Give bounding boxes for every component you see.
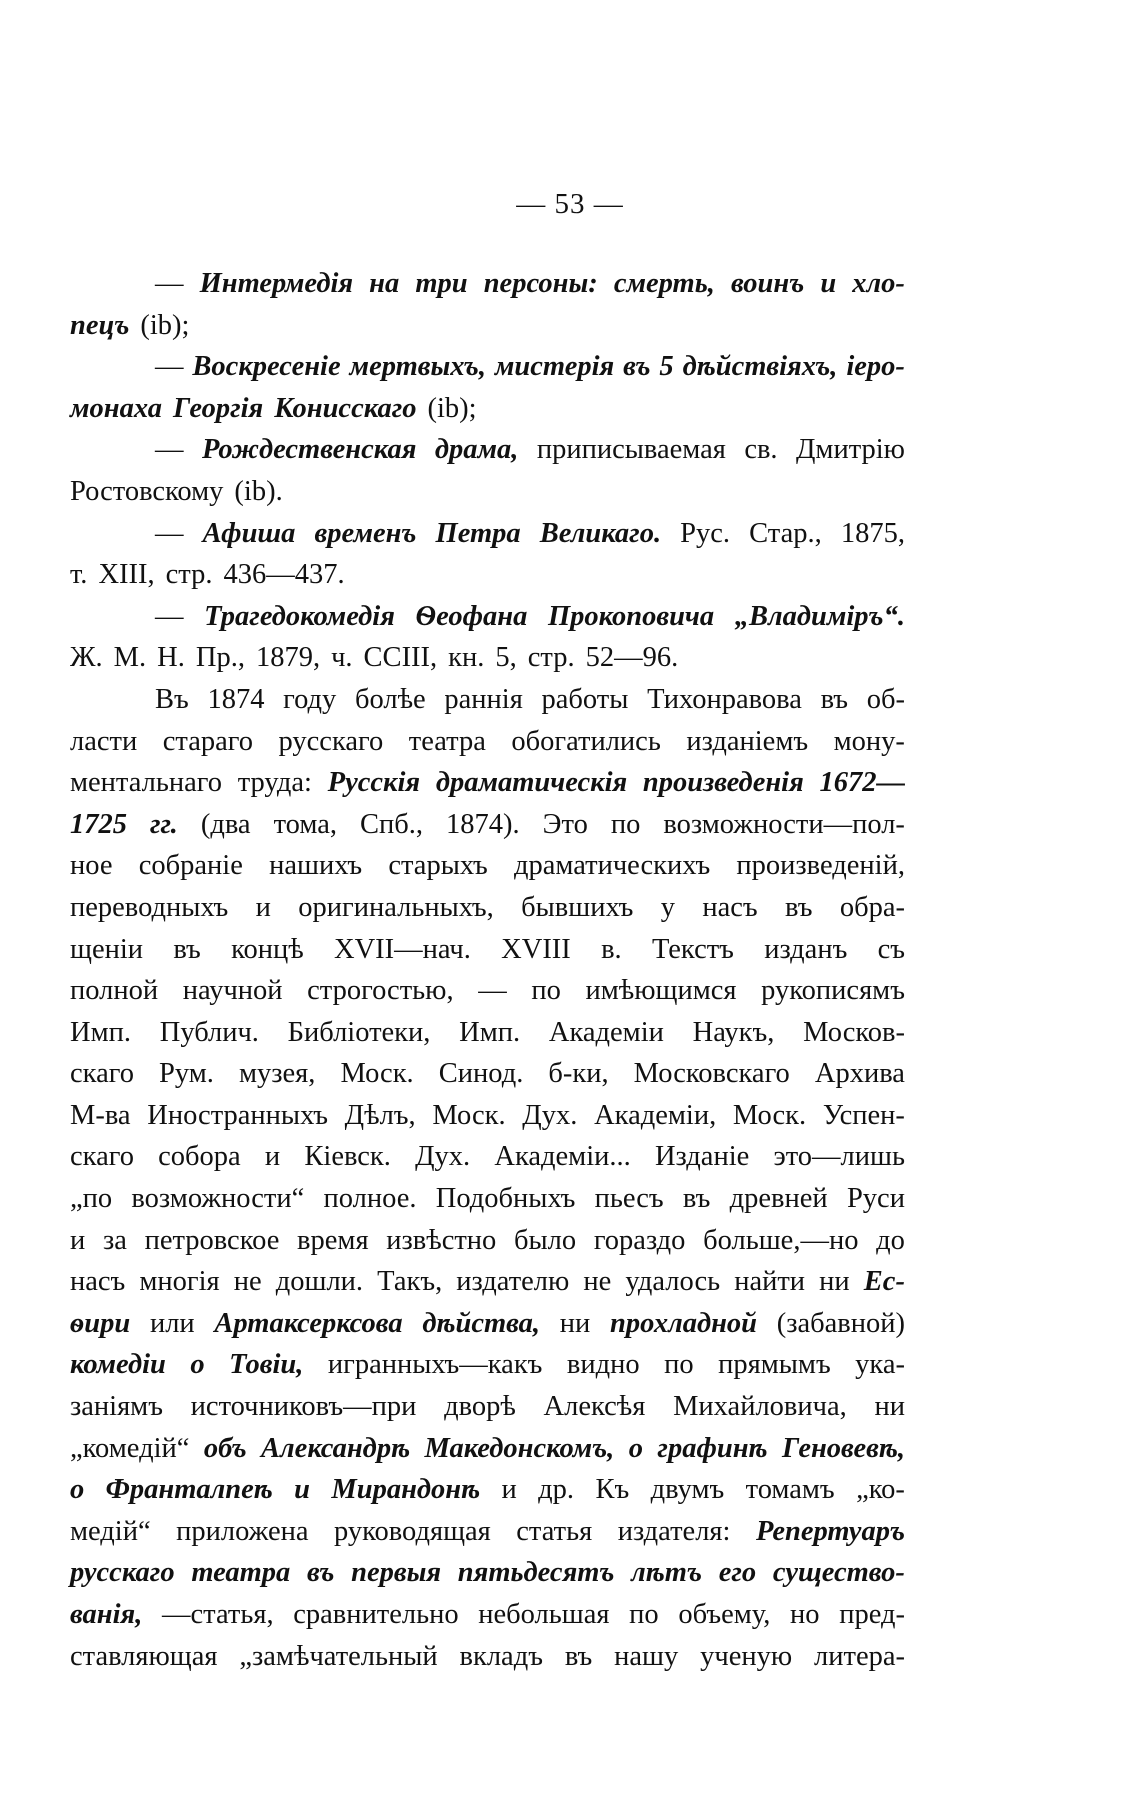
word: М-ва xyxy=(70,1099,131,1131)
italic-word: лѣтъ xyxy=(631,1557,702,1589)
text-line xyxy=(70,1220,905,1262)
word: Моск. xyxy=(732,1099,807,1131)
text-line xyxy=(70,1095,905,1137)
word: М. xyxy=(113,642,147,674)
italic-word: Мирандонѣ xyxy=(331,1474,481,1506)
italic-word: смерть, xyxy=(613,268,715,299)
word: полное. xyxy=(323,1183,417,1215)
text-line xyxy=(70,1386,905,1428)
italic-word: iеро- xyxy=(846,351,905,383)
italic-word: Товіи, xyxy=(229,1349,304,1381)
word: Руси xyxy=(846,1183,905,1215)
word: за xyxy=(102,1224,127,1256)
word: источниковъ—при xyxy=(190,1391,417,1423)
word: XIII, xyxy=(98,559,155,591)
word: игранныхъ—какъ xyxy=(327,1349,543,1381)
word: у xyxy=(660,891,675,923)
text-line xyxy=(70,1469,905,1511)
word: Моск. xyxy=(432,1099,506,1131)
word: Къ xyxy=(595,1474,630,1506)
word: дошли. xyxy=(275,1266,364,1298)
italic-word: русскаго xyxy=(70,1557,175,1589)
italic-word: объ xyxy=(203,1432,247,1464)
word: прямымъ xyxy=(718,1349,831,1381)
word: по xyxy=(629,1599,659,1630)
word: др. xyxy=(538,1474,575,1506)
italic-word: Конисскаго xyxy=(274,392,417,424)
text-line xyxy=(70,513,905,555)
word: собора xyxy=(158,1141,241,1173)
word: XVIII xyxy=(501,933,571,965)
word: вкладъ xyxy=(459,1640,543,1672)
word: труда: xyxy=(237,767,312,799)
text-line xyxy=(70,887,905,929)
word: Рус. xyxy=(680,517,731,549)
word: раннія xyxy=(444,683,523,715)
word: ментальнаго xyxy=(70,767,222,799)
word: произведеній, xyxy=(736,850,905,882)
word: „замѣчательный xyxy=(239,1640,438,1672)
word: ставляющая xyxy=(70,1640,218,1672)
italic-word: о xyxy=(628,1432,643,1464)
word: удалось xyxy=(625,1266,721,1298)
word: 1879, xyxy=(255,642,321,674)
word: ное xyxy=(70,850,113,882)
italic-word: въ xyxy=(307,1557,335,1589)
italic-word: дѣйствіяхъ, xyxy=(682,351,838,383)
word: собраніе xyxy=(138,850,243,882)
word: Алексѣя xyxy=(543,1391,646,1423)
word: работы xyxy=(541,683,629,715)
italic-word: хло- xyxy=(852,268,905,299)
word: приписываемая xyxy=(536,434,726,466)
word: 436—437. xyxy=(223,559,345,591)
word: ласти xyxy=(70,725,138,757)
word: насъ xyxy=(70,1266,126,1298)
italic-word: пятьдесятъ xyxy=(457,1557,615,1589)
word: ни xyxy=(559,1307,591,1339)
word: стараго xyxy=(162,725,253,757)
word: извѣстно xyxy=(386,1224,497,1256)
word: найти xyxy=(734,1266,806,1298)
word: петровское xyxy=(144,1224,280,1256)
word: 1875, xyxy=(840,517,905,549)
text-line xyxy=(70,388,905,430)
word: томамъ xyxy=(745,1474,835,1506)
word: строгостью, xyxy=(307,975,454,1007)
text-line xyxy=(70,679,905,721)
word: св. xyxy=(744,434,778,466)
word: и xyxy=(255,891,271,923)
word: изданъ xyxy=(764,933,848,965)
word: въ xyxy=(784,891,813,923)
word: возможности“ xyxy=(131,1183,305,1215)
word: 5, xyxy=(495,642,517,674)
text-line xyxy=(70,554,905,596)
word: Успен- xyxy=(822,1099,905,1131)
word: издателю xyxy=(456,1266,570,1298)
word: Моск. xyxy=(340,1058,414,1090)
italic-word: Георгія xyxy=(172,392,264,424)
word: ука- xyxy=(855,1349,905,1381)
italic-word: монаха xyxy=(70,392,162,424)
italic-word: Рождественская xyxy=(201,434,417,466)
italic-word: и xyxy=(294,1474,310,1506)
word: не xyxy=(583,1266,612,1298)
italic-word: пецъ xyxy=(70,309,130,341)
word: и xyxy=(264,1141,281,1173)
word: Н. xyxy=(157,642,185,674)
word: научной xyxy=(182,975,283,1007)
italic-word: драматическія xyxy=(435,767,628,799)
word: музея, xyxy=(238,1058,316,1090)
italic-word: Великаго. xyxy=(539,517,662,549)
word: Изданіе xyxy=(654,1141,750,1173)
word: Московскаго xyxy=(633,1058,790,1090)
italic-word: драма, xyxy=(434,434,519,466)
italic-word: существо- xyxy=(772,1557,905,1589)
word: и xyxy=(501,1474,517,1506)
word: по xyxy=(664,1349,694,1381)
word: переводныхъ xyxy=(70,891,229,923)
word: 1874 xyxy=(207,683,265,715)
word: Наукъ, xyxy=(692,1016,775,1048)
word: въ xyxy=(173,933,201,965)
word: оригинальныхъ, xyxy=(298,891,494,923)
text-line xyxy=(70,804,905,846)
italic-word: Трагедокомедія xyxy=(204,600,395,632)
italic-word: Артаксерксова xyxy=(214,1307,403,1339)
word: по xyxy=(531,975,561,1007)
word: б-ки, xyxy=(548,1058,609,1090)
word: (ib). xyxy=(234,475,283,507)
italic-word: воинъ xyxy=(730,268,805,299)
word: время xyxy=(297,1224,369,1256)
text-line xyxy=(70,346,905,388)
word: Стар., xyxy=(749,517,822,549)
word: и xyxy=(70,1224,86,1256)
text-line xyxy=(70,1552,905,1594)
word: театра xyxy=(408,725,486,757)
word: Синод. xyxy=(438,1058,524,1090)
italic-word: 5 xyxy=(659,351,674,383)
word: — xyxy=(155,600,184,632)
italic-word: и xyxy=(820,268,837,299)
word: Библіотеки, xyxy=(287,1016,431,1048)
word: Ж. xyxy=(70,642,103,674)
word: Академіи xyxy=(548,1016,664,1048)
word: старыхъ xyxy=(388,850,488,882)
word: обогатились xyxy=(511,725,661,757)
word: литера- xyxy=(814,1640,905,1672)
word: кн. xyxy=(448,642,485,674)
word: (ib); xyxy=(140,309,190,341)
word: древней xyxy=(729,1183,828,1215)
italic-word: въ xyxy=(623,351,651,383)
word: Кіевск. xyxy=(304,1141,391,1173)
word: Рум. xyxy=(159,1058,214,1090)
text-line xyxy=(70,429,905,471)
word: Дѣлъ, xyxy=(344,1099,416,1131)
italic-word: Ѳеофана xyxy=(415,600,528,632)
word: Имп. xyxy=(70,1016,131,1048)
italic-word: на xyxy=(369,268,400,299)
word: об- xyxy=(866,683,905,715)
word: — xyxy=(155,268,184,299)
word: 52—96. xyxy=(585,642,679,674)
word: скаго xyxy=(70,1141,134,1173)
italic-word: Прокоповича xyxy=(547,600,715,632)
italic-word: комедіи xyxy=(70,1349,166,1381)
word: объему, xyxy=(678,1599,771,1630)
word: въ xyxy=(682,1183,711,1215)
word: было xyxy=(514,1224,577,1256)
word: до xyxy=(876,1224,905,1256)
italic-word: о xyxy=(190,1349,205,1381)
italic-word: его xyxy=(718,1557,757,1589)
italic-word: Интермедія xyxy=(199,268,354,299)
word: щеніи xyxy=(70,933,144,965)
word: „по xyxy=(70,1183,113,1215)
word: ч. xyxy=(331,642,353,674)
word: стр. xyxy=(165,559,213,591)
word: руководящая xyxy=(334,1515,491,1547)
italic-word: 1672— xyxy=(819,767,905,799)
word: съ xyxy=(877,933,905,965)
body-text xyxy=(70,263,905,1677)
italic-word: Геновевѣ, xyxy=(781,1432,905,1464)
italic-word: гг. xyxy=(150,808,178,840)
word: ученую xyxy=(700,1640,793,1672)
text-line xyxy=(70,471,905,513)
word: бывшихъ xyxy=(521,891,634,923)
word: Дух. xyxy=(522,1099,578,1131)
word: пред- xyxy=(839,1599,905,1630)
italic-word: мистерія xyxy=(494,351,615,383)
word: обра- xyxy=(839,891,905,923)
word: Въ xyxy=(155,683,189,715)
italic-word: театра xyxy=(191,1557,291,1589)
word: нашу xyxy=(614,1640,679,1672)
word: Академіи... xyxy=(494,1141,631,1173)
word: CCIII, xyxy=(363,642,438,674)
word: Дух. xyxy=(415,1141,471,1173)
italic-word: „Владиміръ“. xyxy=(734,600,905,632)
italic-word: Репертуаръ xyxy=(755,1515,905,1547)
word: концѣ xyxy=(231,933,304,965)
text-line xyxy=(70,1053,905,1095)
italic-word: прохладной xyxy=(610,1307,758,1339)
italic-word: три xyxy=(415,268,468,299)
word: или xyxy=(149,1307,195,1339)
word: т. xyxy=(70,559,88,591)
word: — xyxy=(155,351,184,383)
italic-word: Александрѣ xyxy=(261,1432,411,1464)
word: XVII—нач. xyxy=(334,933,471,965)
word: Имп. xyxy=(459,1016,521,1048)
italic-word: мертвыхъ, xyxy=(349,351,486,383)
word: (ib); xyxy=(427,392,477,424)
word: пьесъ xyxy=(594,1183,664,1215)
word: по xyxy=(610,808,641,840)
word: (забавной) xyxy=(776,1307,905,1339)
word: Дмитрію xyxy=(795,434,905,466)
word: Иностранныхъ xyxy=(147,1099,328,1131)
word: Публич. xyxy=(159,1016,259,1048)
italic-word: 1725 xyxy=(70,808,127,840)
word: мону- xyxy=(833,725,905,757)
text-line xyxy=(70,1636,905,1678)
word: въ xyxy=(820,683,849,715)
word: стр. xyxy=(527,642,575,674)
italic-word: ванія, xyxy=(70,1599,143,1630)
text-line xyxy=(70,1511,905,1553)
italic-word: произведенія xyxy=(642,767,804,799)
text-line xyxy=(70,596,905,638)
word: — xyxy=(155,517,184,549)
word: Архива xyxy=(814,1058,905,1090)
word: приложена xyxy=(176,1515,309,1547)
word: насъ xyxy=(702,891,758,923)
text-line xyxy=(70,1428,905,1470)
word: многія xyxy=(139,1266,220,1298)
italic-word: Франталпеѣ xyxy=(105,1474,273,1506)
text-line xyxy=(70,1136,905,1178)
word: статья xyxy=(516,1515,593,1547)
word: Ростовскому xyxy=(70,475,224,507)
word: в. xyxy=(601,933,622,965)
word: (два xyxy=(200,808,251,840)
italic-word: о xyxy=(70,1474,85,1506)
italic-word: ѳири xyxy=(70,1307,131,1339)
word: году xyxy=(283,683,337,715)
word: Тихонравова xyxy=(647,683,802,715)
word: 1874). xyxy=(446,808,520,840)
word: издателя: xyxy=(617,1515,731,1547)
word: гораздо xyxy=(593,1224,686,1256)
text-line xyxy=(70,721,905,763)
word: Пр., xyxy=(195,642,245,674)
text-line xyxy=(70,637,905,679)
word: возможности—пол- xyxy=(663,808,905,840)
word: медій“ xyxy=(70,1515,151,1547)
word: видно xyxy=(566,1349,640,1381)
word: заніямъ xyxy=(70,1391,163,1423)
word: Текстъ xyxy=(651,933,734,965)
italic-word: Ес- xyxy=(863,1266,905,1298)
word: дворѣ xyxy=(444,1391,516,1423)
text-line xyxy=(70,1261,905,1303)
word: Академіи, xyxy=(594,1099,717,1131)
word: Такъ, xyxy=(377,1266,443,1298)
word: Подобныхъ xyxy=(435,1183,576,1215)
word: —статья, xyxy=(162,1599,274,1630)
text-line xyxy=(70,1594,905,1636)
text-line xyxy=(70,1178,905,1220)
word: сравнительно xyxy=(293,1599,459,1630)
word: изданіемъ xyxy=(686,725,809,757)
word: небольшая xyxy=(478,1599,610,1630)
word: „ко- xyxy=(856,1474,905,1506)
word: Москов- xyxy=(803,1016,905,1048)
text-line xyxy=(70,1344,905,1386)
italic-word: первыя xyxy=(351,1557,442,1589)
word: это—лишь xyxy=(773,1141,905,1173)
word: драматическихъ xyxy=(513,850,711,882)
text-line xyxy=(70,305,905,347)
word: ни xyxy=(874,1391,905,1423)
word: больше,—но xyxy=(703,1224,859,1256)
text-line xyxy=(70,929,905,971)
text-line xyxy=(70,1303,905,1345)
italic-word: Воскресеніе xyxy=(192,351,341,383)
text-line xyxy=(70,1012,905,1054)
word: Спб., xyxy=(360,808,424,840)
word: полной xyxy=(70,975,159,1007)
word: двумъ xyxy=(650,1474,725,1506)
word: не xyxy=(233,1266,262,1298)
word: скаго xyxy=(70,1058,134,1090)
word: тома, xyxy=(273,808,337,840)
italic-word: временъ xyxy=(314,517,417,549)
word: „комедій“ xyxy=(70,1432,190,1464)
word: рукописямъ xyxy=(761,975,905,1007)
text-line xyxy=(70,845,905,887)
word: болѣе xyxy=(354,683,426,715)
italic-word: Русскія xyxy=(327,767,421,799)
word: Это xyxy=(542,808,588,840)
italic-word: Македонскомъ, xyxy=(424,1432,615,1464)
word: имѣющимся xyxy=(585,975,737,1007)
word: нашихъ xyxy=(269,850,363,882)
word: — xyxy=(155,434,184,466)
word: въ xyxy=(564,1640,593,1672)
italic-word: персоны: xyxy=(483,268,598,299)
text-line xyxy=(70,762,905,804)
italic-word: дѣйства, xyxy=(422,1307,541,1339)
italic-word: Петра xyxy=(435,517,521,549)
italic-word: Афиша xyxy=(202,517,296,549)
word: ни xyxy=(819,1266,850,1298)
text-line xyxy=(70,970,905,1012)
word: но xyxy=(790,1599,820,1630)
italic-word: графинѣ xyxy=(657,1432,768,1464)
word: русскаго xyxy=(278,725,384,757)
word: Михайловича, xyxy=(673,1391,847,1423)
page-number: — 53 — xyxy=(516,188,624,220)
word: — xyxy=(478,975,507,1007)
text-line xyxy=(70,263,905,305)
